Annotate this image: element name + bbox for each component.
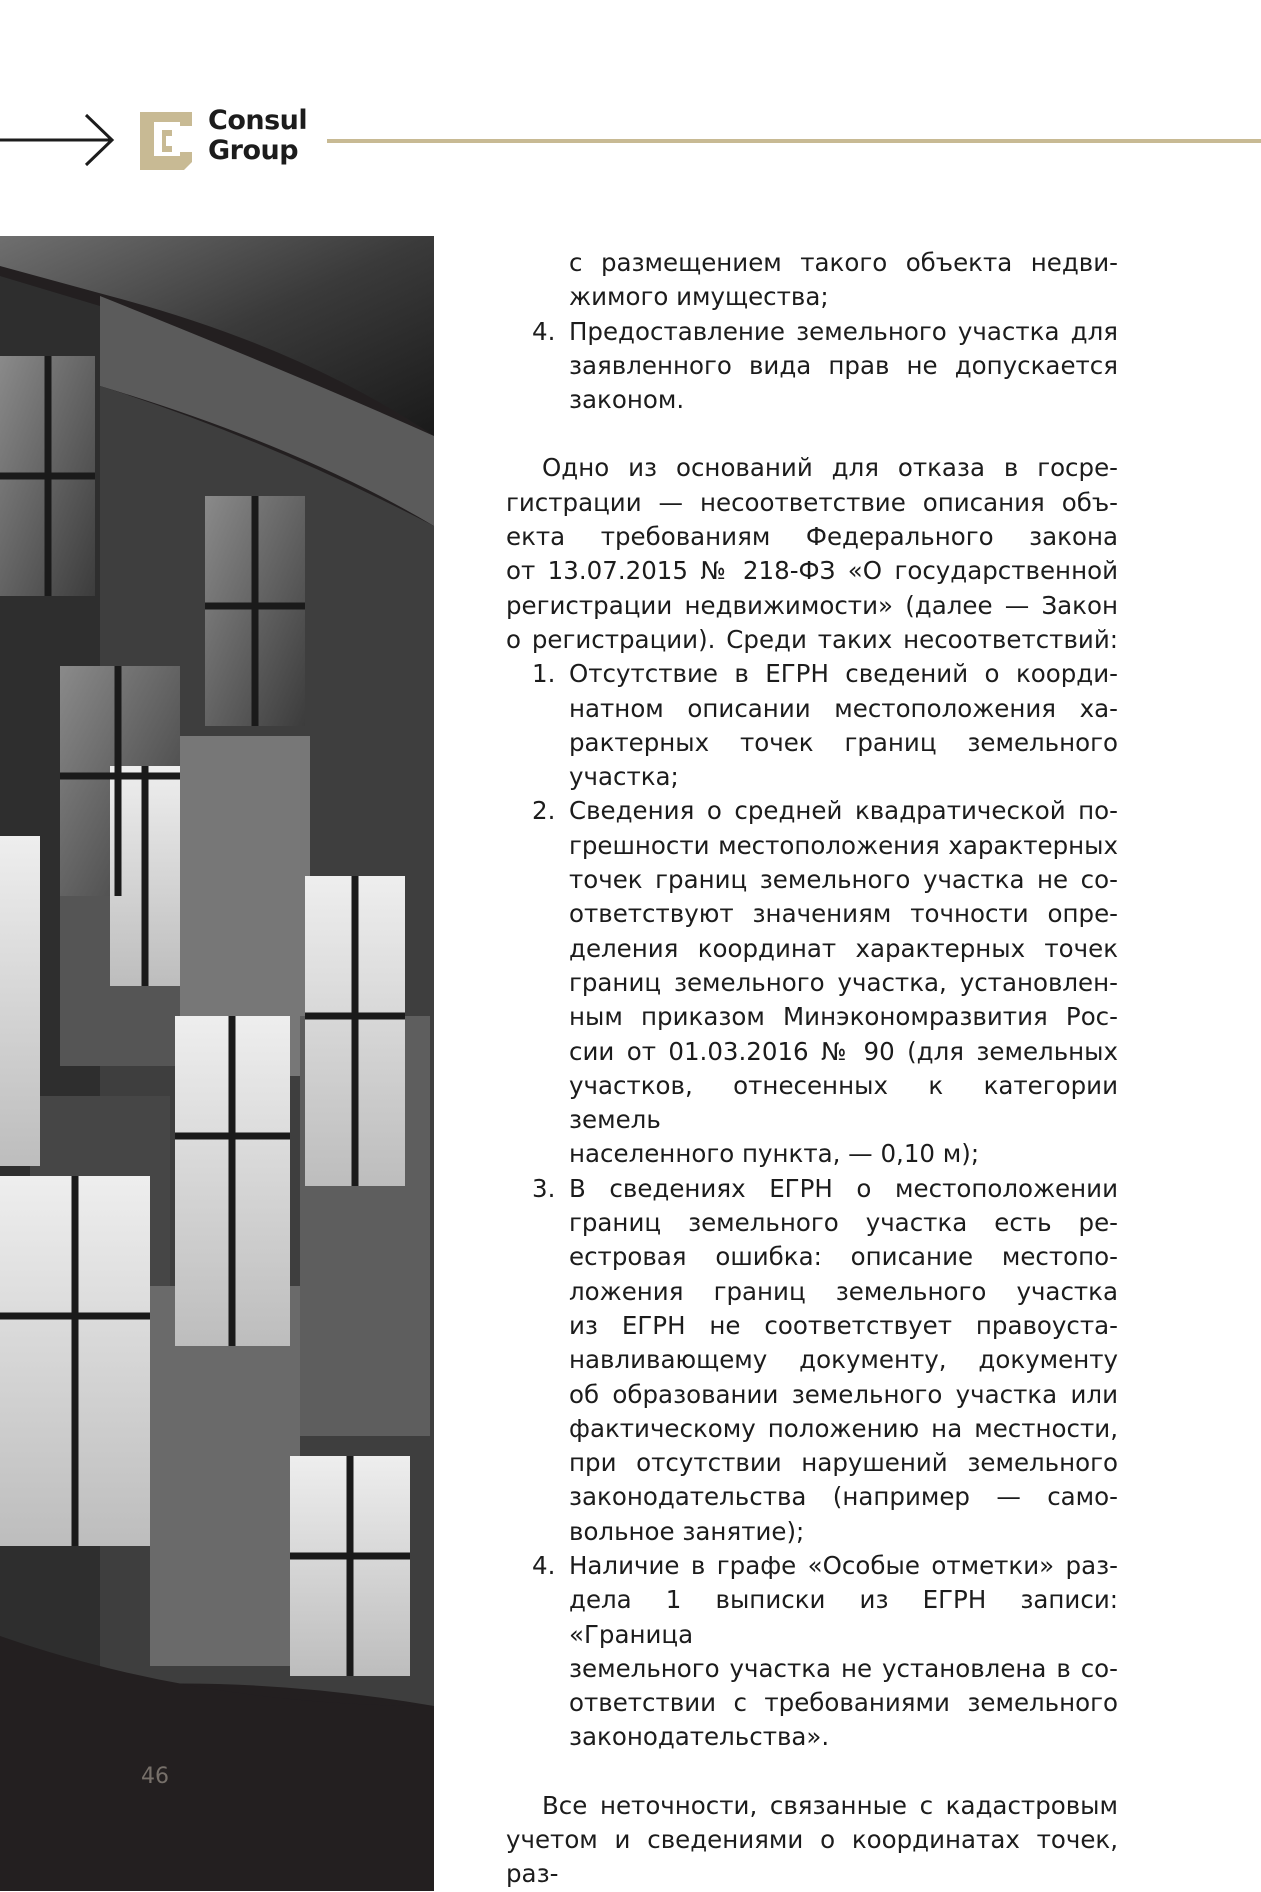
text-line: Все неточности, связанные с кадастровым: [542, 1790, 1118, 1820]
text-line: В сведениях ЕГРН о местоположении: [569, 1173, 1118, 1203]
text-line: границ земельного участка, установлен-: [569, 967, 1118, 997]
text-line: из ЕГРН не соответствует правоуста-: [569, 1310, 1118, 1340]
text-line: екта требованиям Федерального закона: [506, 522, 1118, 552]
text-line: участков, отнесенных к категории земель: [569, 1070, 1118, 1135]
text-line: ответствии с требованиями земельного: [569, 1688, 1118, 1718]
list-item-continuation: [506, 246, 1118, 315]
arrow-right-icon: [0, 110, 120, 170]
text-line: Отсутствие в ЕГРН сведений о коорди-: [569, 659, 1118, 689]
text-line: дела 1 выписки из ЕГРН записи: «Граница: [569, 1585, 1118, 1649]
list-number: 4.: [532, 316, 556, 346]
list-number: 1.: [532, 659, 556, 689]
text-line: законом.: [569, 385, 685, 415]
header-rule: [327, 139, 1261, 143]
text-line: регистрации недвижимости» (далее — Закон: [506, 590, 1118, 620]
text-line: гистрации — несоответствие описания объ-: [506, 487, 1118, 517]
text-line: ложения границ земельного участка: [569, 1276, 1118, 1306]
paragraph: [506, 451, 1118, 657]
text-line: сии от 01.03.2016 № 90 (для земельных: [569, 1036, 1118, 1066]
text-line: грешности местоположения характерных: [569, 830, 1118, 860]
text-line: населенного пункта, — 0,10 м);: [569, 1139, 980, 1169]
text-line: с размещением такого объекта недви-: [569, 248, 1118, 277]
logo-line-2: Group: [208, 135, 299, 166]
text-line: точек границ земельного участка не со-: [569, 865, 1118, 895]
text-line: фактическому положению на местности,: [569, 1413, 1118, 1443]
logo-line-1: Consul: [208, 105, 308, 136]
text-line: навливающему документу, документу: [569, 1345, 1118, 1375]
text-line: Предоставление земельного участка для: [569, 316, 1118, 346]
text-line: Наличие в графе «Особые отметки» раз-: [569, 1550, 1118, 1580]
text-line: Сведения о средней квадратической по-: [569, 796, 1118, 826]
text-line: деления координат характерных точек: [569, 933, 1118, 963]
text-line: натном описании местоположения ха-: [569, 693, 1118, 723]
text-line: вольное занятие);: [569, 1516, 805, 1546]
list-item: [506, 794, 1118, 1171]
list-item: [506, 1549, 1118, 1755]
text-line: заявленного вида прав не допускается: [569, 350, 1118, 380]
text-line: земельного участка не установлена в со-: [569, 1653, 1118, 1683]
text-line: при отсутствии нарушений земельного: [569, 1448, 1118, 1478]
text-line: законодательства».: [569, 1722, 830, 1752]
text-line: об образовании земельного участка или: [569, 1379, 1118, 1409]
text-line: учетом и сведениями о координатах точек, раз-: [506, 1825, 1118, 1889]
list-item: [506, 315, 1118, 418]
text-line: границ земельного участка есть ре-: [569, 1208, 1118, 1238]
building-photo-illustration: [0, 236, 434, 1891]
list-number: 4.: [532, 1550, 556, 1580]
text-line: о регистрации). Среди таких несоответствий:: [506, 624, 1118, 654]
text-line: законодательства (например — само-: [569, 1482, 1118, 1512]
body-text: [506, 246, 1118, 1892]
text-line: ным приказом Минэкономразвития Рос-: [569, 1002, 1118, 1032]
text-line: Одно из оснований для отказа в госре-: [542, 453, 1118, 483]
text-line: жимого имущества;: [569, 282, 829, 312]
page-number: 46: [141, 1764, 169, 1789]
text-line: рактерных точек границ земельного: [569, 727, 1118, 757]
list-number: 3.: [532, 1173, 556, 1203]
list-item: [506, 1172, 1118, 1549]
list-number: 2.: [532, 796, 556, 826]
list-item: [506, 657, 1118, 794]
text-line: естровая ошибка: описание местопо-: [569, 1242, 1118, 1272]
logo-wordmark: [208, 106, 307, 166]
text-line: ответствуют значениям точности опре-: [569, 899, 1118, 929]
paragraph: [506, 1789, 1118, 1892]
text-line: участка;: [569, 762, 679, 792]
consul-group-logo-icon: [140, 112, 192, 170]
text-line: от 13.07.2015 № 218-ФЗ «О государственной: [506, 556, 1118, 586]
building-photo: [0, 236, 434, 1891]
